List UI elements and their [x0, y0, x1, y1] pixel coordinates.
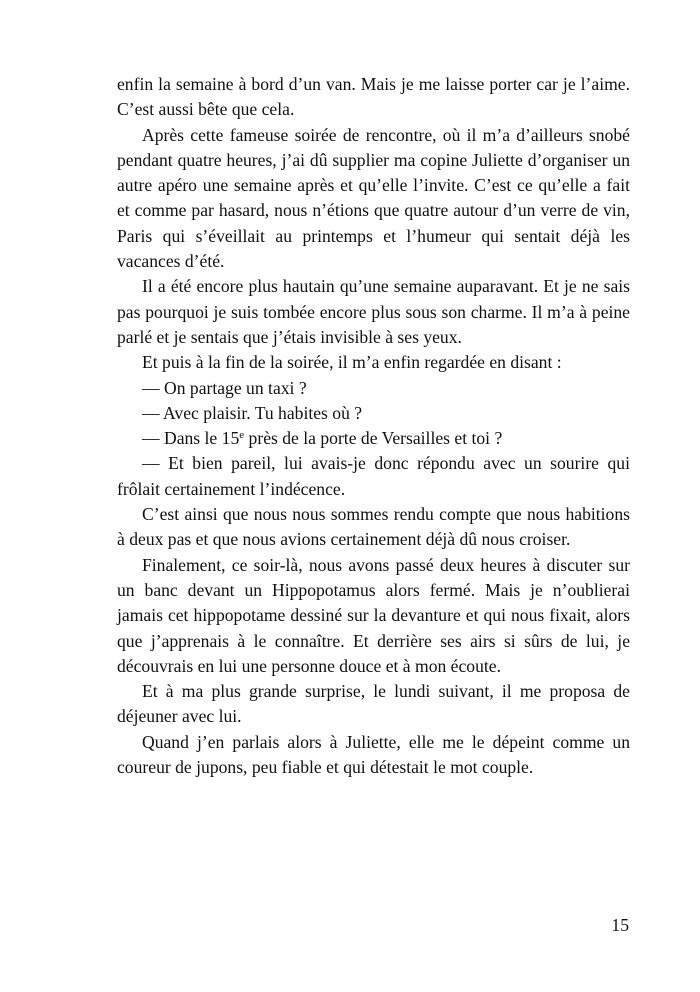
paragraph-3: Il a été encore plus hautain qu’une semaine auparavant. Et je ne sais pas pourquoi je suis tombée encore plus sous son charme. Il m’a à peine parlé et je sentais que j’étais invisible à ses yeux.	[117, 276, 630, 347]
paragraph-6: Finalement, ce soir-là, nous avons passé deux heures à discuter sur un banc devant un Hippopotamus alors fermé. Mais je n’oublierai jamais cet hippopotame dessiné sur la devanture et qui nous fixait, alors que j’apprenais à le connaître. Et derrière ses airs si sûrs de lui, je découvrais en lui une personne douce et à mon écoute.	[117, 554, 630, 676]
ordinal-suffix: e	[239, 429, 245, 442]
paragraph-4: Et puis à la fin de la soirée, il m’a enfin regardée en disant :	[142, 352, 562, 373]
paragraph-8: Quand j’en parlais alors à Juliette, elle me le dépeint comme un coureur de jupons, peu fiable et qui détestait le mot couple.	[117, 731, 630, 778]
paragraph-1: enfin la semaine à bord d’un van. Mais je me laisse porter car je l’aime. C’est aussi bête que cela.	[117, 74, 630, 120]
dialogue-line-3	[117, 426, 630, 451]
paragraph-5: C’est ainsi que nous nous sommes rendu compte que nous habitions à deux pas et que nous avions certainement déjà dû nous croiser.	[117, 504, 630, 550]
dialogue-line-4: — Et bien pareil, lui avais-je donc répondu avec un sourire qui frôlait certainement l’indécence.	[117, 453, 630, 499]
paragraph-7: Et à ma plus grande surprise, le lundi suivant, il me proposa de déjeuner avec lui.	[117, 681, 630, 727]
paragraph-2: Après cette fameuse soirée de rencontre, où il m’a d’ailleurs snobé pendant quatre heures, j’ai dû supplier ma copine Juliette d’organiser un autre apéro une semaine après et qu’elle l’invite. C’est ce qu’elle a fait et comme par hasard, nous n’étions que quatre autour d’un verre de vin, Paris qui s’éveillait au printemps et l’humeur qui sentait déjà les vacances d’été.	[117, 124, 630, 272]
dialogue-line-3-end: près de la porte de Versailles et toi ?	[244, 428, 503, 449]
dialogue-line-2: — Avec plaisir. Tu habites où ?	[142, 402, 363, 423]
body-text	[117, 72, 630, 780]
dialogue-line-3-start: — Dans le 15	[142, 428, 240, 449]
dialogue-line-1: — On partage un taxi ?	[142, 377, 307, 398]
page-number: 15	[611, 915, 629, 935]
